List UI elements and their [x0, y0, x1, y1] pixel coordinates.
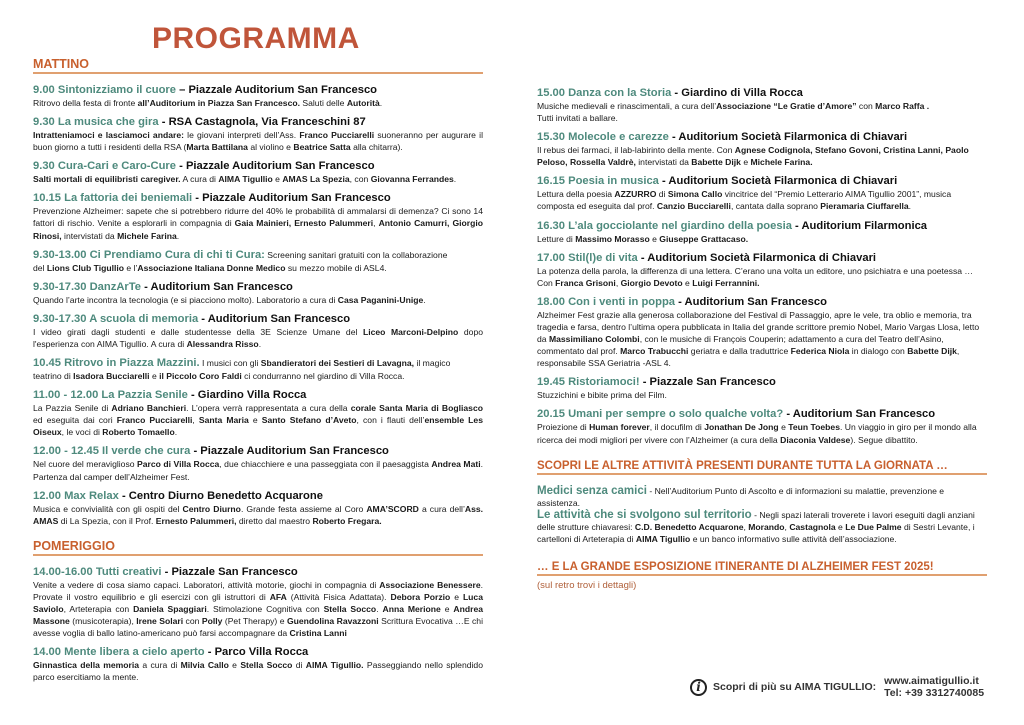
- event-item: [537, 86, 987, 124]
- event-heading: [33, 83, 483, 97]
- event-time-title: 15.00 Danza con la Storia: [537, 87, 672, 99]
- event-description: Quando l’arte incontra la tecnologia (e si piacciono molto). Laboratorio a cura di Casa Paganini-Unige.: [33, 294, 426, 305]
- event-time-title: 19.45 Ristoriamoci!: [537, 376, 640, 389]
- event-item: [33, 565, 483, 639]
- event-item: [537, 130, 987, 168]
- event-location: - Auditorium San Francesco: [198, 312, 351, 325]
- footer-contact: [690, 675, 984, 699]
- event-description: La potenza della parola, la differenza di una lettera. C’erano una volta un editore, uno psichiatra e una poetessa … Con Franca Grisoni, Giorgio Devoto e Luigi Ferrannini.: [537, 265, 974, 288]
- event-item: [537, 251, 987, 289]
- activity-title: Medici senza camici: [537, 484, 647, 497]
- event-heading: [537, 86, 987, 100]
- event-location: – Piazzale Auditorium San Francesco: [176, 84, 378, 96]
- event-description: teatrino di Isadora Bucciarelli e il Piccolo Coro Faldi ci condurranno nel giardino di Villa Rocca.: [33, 371, 405, 382]
- event-item: [33, 159, 483, 185]
- event-time-title: 9.30 La musica che gira: [33, 116, 159, 129]
- event-time-title: 11.00 - 12.00 La Pazzia Senile: [33, 389, 188, 402]
- event-inline-text: Screening sanitari gratuiti con la collaborazione: [264, 249, 448, 260]
- event-time-title: 20.15 Umani per sempre o solo qualche volta?: [537, 408, 784, 421]
- event-location: - Auditorium San Francesco: [783, 408, 936, 421]
- event-description: Prevenzione Alzheimer: sapete che si potrebbero ridurre del 40% le probabilità di ammalarsi di demenza? Ci sono 14 fattori di rischio. Venite a esplorarli in compagnia di Gaia Mainieri, Ernesto Palummeri, Antonio Camurri, Giorgio Rinosi, intervistati da Michele Farina.: [33, 206, 484, 241]
- event-location: - Auditorium Società Filarmonica di Chiavari: [658, 175, 898, 188]
- page-title: PROGRAMMA: [152, 22, 360, 55]
- event-description: Ginnastica della memoria a cura di Milvia Callo e Stella Socco di AIMA Tigullio. Passeggiando nello splendido parco esercitiamo la mente.: [33, 660, 483, 683]
- event-location: - Centro Diurno Benedetto Acquarone: [118, 489, 323, 502]
- event-location: - Auditorium Filarmonica: [791, 219, 928, 232]
- event-heading: [537, 219, 987, 233]
- activity-text: - Negli spazi laterali troverete i lavori eseguiti dagli anziani delle strutture chiavaresi: C.D. Benedetto Acquarone, Morando, Castagnola e Le Due Palme di Sestri Levante, i cartelloni di Arteterapia di AIMA Tigullio e un banco informativo sulle attività dell’associazione.: [537, 509, 975, 544]
- event-item: [537, 407, 987, 445]
- event-description: Alzheimer Fest grazie alla generosa collaborazione del Festival di Passaggio, apre le vele, tra oblio e memoria, tra tragedia e farsa, dentro l’ultima opera pubblicata in Italia del grande scrittore premio Nobel, Mario Vargas Llosa, letto da Massimiliano Colombi, con le musiche di François Couperin; adattamento a cura del Teatro dell’Asino, commentato dal prof. Marco Trabucchi geriatra e dalla traduttrice Federica Niola in dialogo con Babette Dijk, responsabile SSA Geriatria -ASL 4.: [537, 309, 980, 369]
- website-link[interactable]: www.aimatigullio.it: [884, 675, 979, 687]
- event-inline-text: I musici con gli Sbandieratori dei Sestieri di Lavagna, il magico: [199, 358, 451, 369]
- event-location: - Auditorium Società Filarmonica di Chiavari: [668, 131, 908, 144]
- event-item: [33, 444, 483, 482]
- event-description: La Pazzia Senile di Adriano Banchieri. L’opera verrà rappresentata a cura della corale Santa Maria di Bogliasco ed eseguita dai cori Franco Pucciarelli, Santa Maria e Santo Stefano d’Aveto, con i flauti dell’ensemble Les Oiseux, le voci di Roberto Tomaello.: [33, 403, 483, 438]
- expo-heading: … E LA GRANDE ESPOSIZIONE ITINERANTE DI ALZHEIMER FEST 2025!: [537, 561, 987, 576]
- phone-number[interactable]: Tel: +39 3312740085: [884, 687, 985, 699]
- event-time-title: 12.00 - 12.45 Il verde che cura: [33, 445, 191, 458]
- event-description: Letture di Massimo Morasso e Giuseppe Grattacaso.: [537, 233, 749, 244]
- event-location: - Piazzale San Francesco: [639, 376, 776, 389]
- event-time-title: 14.00 Mente libera a cielo aperto: [33, 646, 205, 659]
- event-heading: [537, 174, 987, 188]
- event-heading: [537, 375, 987, 389]
- event-item: [33, 645, 483, 683]
- event-heading: [537, 130, 987, 144]
- event-location: - Auditorium Società Filarmonica di Chiavari: [637, 251, 877, 264]
- activity-item: [537, 509, 987, 545]
- event-heading: [33, 159, 483, 173]
- event-heading: [537, 251, 987, 265]
- event-description: Venite a vedere di cosa siamo capaci. Laboratori, attività motorie, giochi in compagnia di Associazione Benessere. Provate il vostro equilibrio e gli esercizi con gli istruttori di AFA (Attività Fisica Adattata). Debora Porzio e Luca Saviolo, Arteterapia con Daniela Spaggiari. Stimolazione Cognitiva con Stella Socco. Anna Merione e Andrea Massone (musicoterapia), Irene Solari con Polly (Pet Therapy) e Guendolina Ravazzoni Scrittura Evocativa …E chi avesse voglia di ballo latino-americano può farsi accompagnare da Cristina Lanni: [33, 579, 483, 639]
- mattino-list: [33, 83, 483, 527]
- event-location: - Piazzale Auditorium San Francesco: [176, 160, 375, 173]
- scopri-heading: SCOPRI LE ALTRE ATTIVITÀ PRESENTI DURANTE TUTTA LA GIORNATA …: [537, 460, 987, 475]
- event-description: Lettura della poesia AZZURRO di Simona Callo vincitrice del “Premio Letterario AIMA Tigullio 2001”, musica composta ed eseguita dal prof. Canzio Bucciarelli, cantata dalla soprano Pieramaria Ciuffarella.: [537, 189, 952, 212]
- activity-text: - Nell’Auditorium Punto di Ascolto e di informazioni su malattie, prevenzione e assistenza.: [537, 485, 945, 508]
- event-description: Proiezione di Human forever, il docufilm di Jonathan De Jong e Teun Toebes. Un viaggio in giro per il mondo alla ricerca dei modi migliori per vivere con l’Alzheimer (a cura della Diaconia Valdese). Segue dibattito.: [537, 422, 977, 445]
- event-item: [537, 295, 987, 369]
- right-column: [537, 86, 987, 591]
- event-heading: [33, 248, 483, 262]
- event-heading: [33, 356, 483, 370]
- event-time-title: 9.30 Cura-Cari e Caro-Cure: [33, 160, 177, 173]
- footer-label: Scopri di più su AIMA TIGULLIO:: [713, 681, 877, 693]
- event-item: [33, 356, 483, 382]
- event-item: [33, 280, 483, 306]
- event-time-title: 9.00 Sintonizziamo il cuore: [33, 84, 176, 96]
- section-heading-pomeriggio: POMERIGGIO: [33, 539, 483, 556]
- event-time-title: 9.30-17.30 DanzArTe: [33, 280, 141, 293]
- event-description: del Lions Club Tigullio e l’Associazione Italiana Donne Medico su mezzo mobile di ASL4.: [33, 262, 387, 273]
- event-heading: [33, 115, 483, 129]
- event-location: - Giardino Villa Rocca: [187, 389, 307, 402]
- event-item: [33, 83, 483, 109]
- event-location: - RSA Castagnola, Via Franceschini 87: [158, 116, 366, 129]
- event-heading: [33, 191, 483, 205]
- expo-note: (sul retro trovi i dettagli): [537, 580, 637, 592]
- event-location: - Piazzale Auditorium San Francesco: [190, 445, 389, 458]
- event-item: [537, 219, 987, 245]
- event-time-title: 9.30-13.00 Ci Prendiamo Cura di chi ti Cura:: [33, 248, 265, 261]
- event-heading: [33, 388, 483, 402]
- event-location: - Auditorium San Francesco: [675, 295, 827, 308]
- event-time-title: 12.00 Max Relax: [33, 489, 119, 502]
- event-time-title: 10.15 La fattoria dei beniemali: [33, 192, 193, 205]
- right-events-list: [537, 86, 987, 446]
- event-location: - Giardino di Villa Rocca: [671, 87, 803, 99]
- info-icon: i: [690, 679, 707, 696]
- section-heading-mattino: MATTINO: [33, 57, 483, 74]
- event-heading: [33, 565, 483, 579]
- event-description: Intratteniamoci e lasciamoci andare: le giovani interpreti dell’Ass. Franco Pucciarelli suoneranno per augurare il buon giorno a tutti i residenti della RSA (Marta Battilana al violino e Beatrice Satta alla chitarra).: [33, 130, 483, 153]
- event-heading: [33, 645, 483, 659]
- activity-item: [537, 485, 987, 509]
- event-location: - Auditorium San Francesco: [141, 280, 293, 293]
- event-item: [33, 388, 483, 438]
- pomeriggio-list: [33, 565, 483, 684]
- event-description: Musica e convivialità con gli ospiti del Centro Diurno. Grande festa assieme al Coro AMA’SCORD a cura dell’Ass. AMAS di La Spezia, con il Prof. Ernesto Palummeri, diretto dal maestro Roberto Fregara.: [33, 503, 484, 526]
- event-item: [33, 312, 483, 350]
- event-location: - Piazzale San Francesco: [161, 565, 298, 578]
- event-heading: [537, 295, 987, 309]
- left-column: [33, 57, 483, 689]
- event-time-title: 17.00 Stil(l)e di vita: [537, 251, 638, 264]
- event-description: Nel cuore del meraviglioso Parco di Villa Rocca, due chiacchiere e una passeggiata con il paesaggista Andrea Mati. Partenza dal camper dell’Alzheimer Fest.: [33, 459, 483, 482]
- event-description: Musiche medievali e rinascimentali, a cura dell’Associazione “Le Gratie d’Amore” con Marco Raffa . Tutti invitati a ballare.: [537, 101, 930, 124]
- activities-list: [537, 485, 987, 545]
- event-time-title: 16.30 L’ala gocciolante nel giardino della poesia: [537, 219, 792, 232]
- event-item: [537, 174, 987, 212]
- footer-contacts: [884, 675, 984, 699]
- event-location: - Piazzale Auditorium San Francesco: [192, 192, 391, 205]
- event-time-title: 10.45 Ritrovo in Piazza Mazzini.: [33, 357, 200, 370]
- event-description: Salti mortali di equilibristi caregiver. A cura di AIMA Tigullio e AMAS La Spezia, con Giovanna Ferrandes.: [33, 174, 457, 185]
- event-time-title: 16.15 Poesia in musica: [537, 175, 659, 188]
- event-item: [537, 375, 987, 401]
- event-time-title: 14.00-16.00 Tutti creativi: [33, 565, 162, 578]
- event-heading: [33, 312, 483, 326]
- event-item: [33, 115, 483, 153]
- event-description: Stuzzichini e bibite prima del Film.: [537, 390, 667, 401]
- event-heading: [537, 407, 987, 421]
- event-time-title: 9.30-17.30 A scuola di memoria: [33, 312, 199, 325]
- event-description: Il rebus dei farmaci, il lab-labirinto della mente. Con Agnese Codignola, Stefano Govoni, Cristina Lanni, Paolo Peloso, Rossella Valdrè, intervistati da Babette Dijk e Michele Farina.: [537, 145, 969, 168]
- event-description: I video girati dagli studenti e dalle studentesse della 3E Scienze Umane del Liceo Marconi-Delpino dopo l'esperienza con AIMA Tigullio. A cura di Alessandra Risso.: [33, 326, 484, 349]
- event-description: Ritrovo della festa di fronte all’Auditorium in Piazza San Francesco. Saluti delle Autorità.: [33, 98, 383, 108]
- event-heading: [33, 280, 483, 294]
- event-item: [33, 191, 483, 241]
- event-location: - Parco Villa Rocca: [204, 646, 309, 659]
- event-item: [33, 489, 483, 527]
- event-item: [33, 248, 483, 274]
- event-heading: [33, 489, 483, 503]
- event-heading: [33, 444, 483, 458]
- event-time-title: 18.00 Con i venti in poppa: [537, 295, 676, 308]
- activity-title: Le attività che si svolgono sul territorio: [537, 508, 752, 521]
- event-time-title: 15.30 Molecole e carezze: [537, 131, 669, 144]
